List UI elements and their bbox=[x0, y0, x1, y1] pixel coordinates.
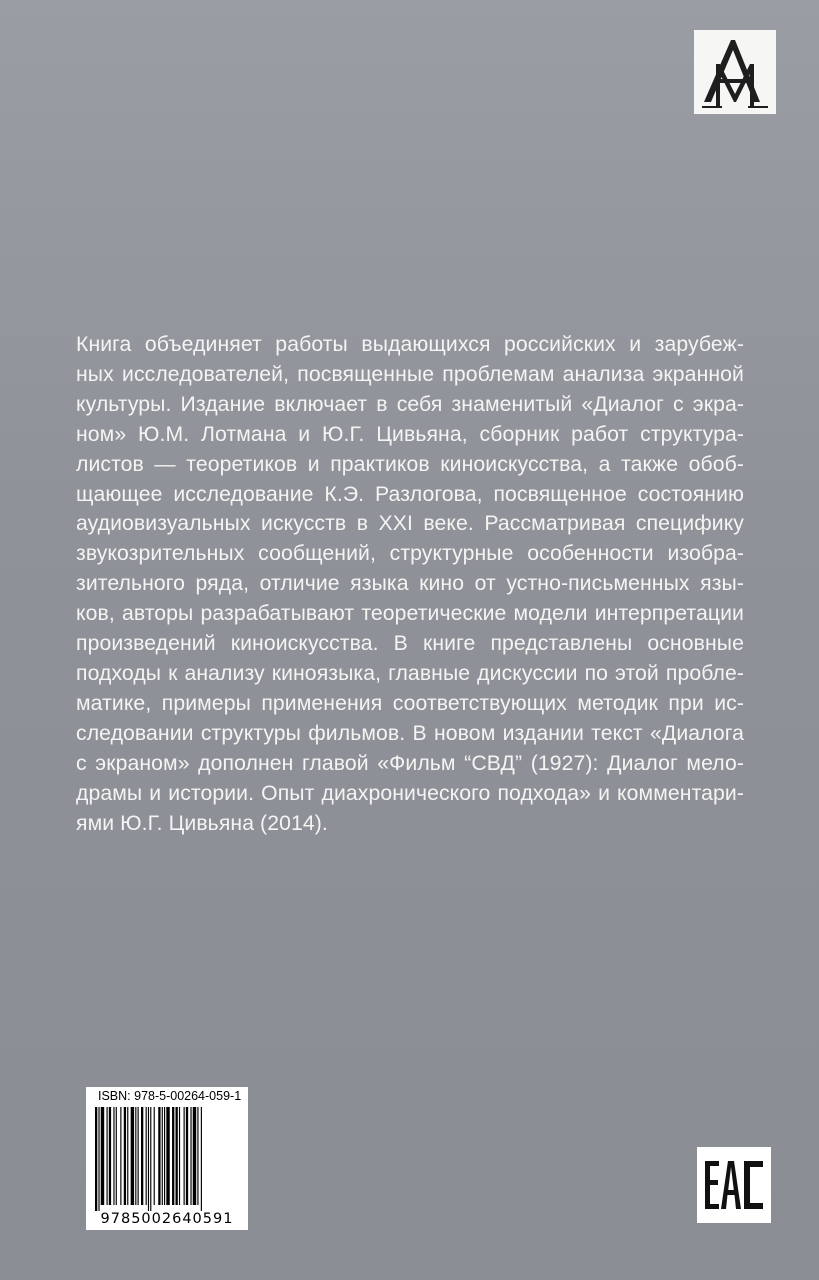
isbn-label: ISBN: 978-5-00264-059-1 bbox=[98, 1089, 242, 1103]
annotation-line: следовании структуры фильмов. В новом издании текст «Диалога bbox=[76, 721, 744, 745]
annotation-line: ями Ю.Г. Цивьяна (2014). bbox=[76, 811, 328, 835]
ean13-barcode-icon bbox=[92, 1107, 242, 1211]
annotation-line: ков, авторы разрабатывают теоретические модели интерпретации bbox=[76, 602, 744, 626]
eac-mark-icon bbox=[697, 1147, 771, 1223]
annotation-line: с экраном» дополнен главой «Фильм “СВД” (1927): Диалог мело- bbox=[76, 751, 744, 775]
annotation-line: подходы к анализу киноязыка, главные дискуссии по этой пробле- bbox=[76, 661, 744, 685]
annotation-line: звукозрительных сообщений, структурные особенности изобра- bbox=[76, 542, 744, 566]
annotation-line: аудиовизуальных искусств в XXI веке. Рассматривая специфику bbox=[76, 512, 744, 536]
annotation-line: культуры. Издание включает в себя знаменитый «Диалог с экра- bbox=[76, 392, 744, 416]
annotation-line: драмы и истории. Опыт диахронического подхода» и комментари- bbox=[76, 781, 744, 805]
annotation-line: щающее исследование К.Э. Разлогова, посвященное состоянию bbox=[76, 482, 744, 506]
annotation-line: ном» Ю.М. Лотмана и Ю.Г. Цивьяна, сборник работ структура- bbox=[76, 422, 744, 446]
annotation-line: зительного ряда, отличие языка кино от устно-письменных язы- bbox=[76, 572, 744, 596]
publisher-monogram-logo-icon bbox=[694, 30, 776, 114]
annotation-line: листов — теоретиков и практиков киноискусства, а также обоб- bbox=[76, 452, 744, 476]
annotation-line: произведений киноискусства. В книге представлены основные bbox=[76, 632, 744, 656]
book-annotation-text bbox=[76, 330, 744, 838]
annotation-line: матике, примеры применения соответствующих методик при ис- bbox=[76, 691, 744, 715]
annotation-line: Книга объединяет работы выдающихся российских и зарубеж- bbox=[76, 333, 744, 356]
isbn-barcode bbox=[86, 1087, 248, 1230]
ean-digits: 9785002640591 bbox=[100, 1211, 234, 1227]
annotation-line: ных исследователей, посвященные проблемам анализа экранной bbox=[76, 362, 744, 386]
